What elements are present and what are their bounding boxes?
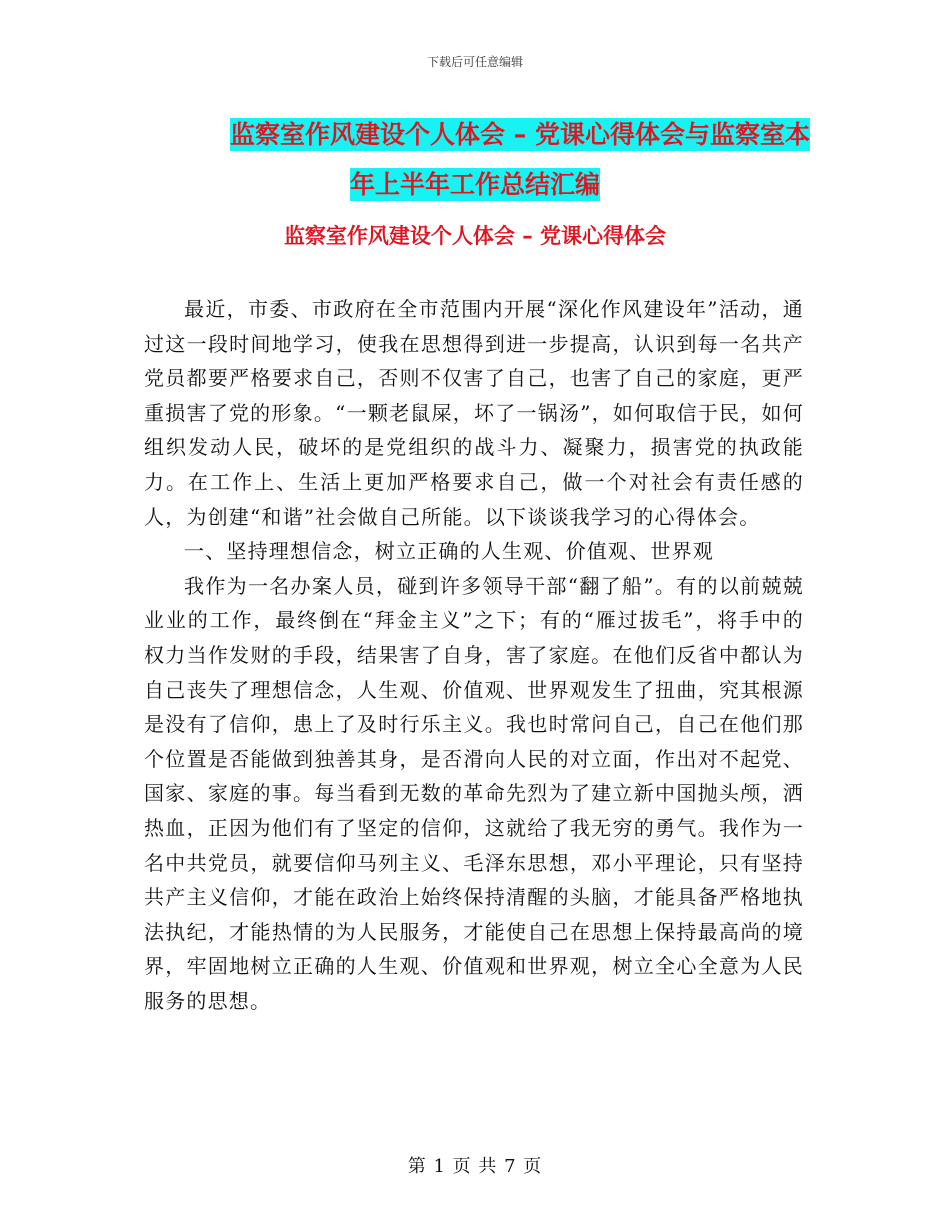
document-body — [144, 292, 804, 1018]
paragraph: 最近，市委、市政府在全市范围内开展“深化作风建设年”活动，通过这一段时间地学习，使我在思想得到进一步提高，认识到每一名共产党员都要严格要求自己，否则不仅害了自己，也害了自己的家庭，更严重损害了党的形象。“一颗老鼠屎，坏了一锅汤”，如何取信于民，如何组织发动人民，破坏的是党组织的战斗力、凝聚力，损害党的执政能力。在工作上、生活上更加严格要求自己，做一个对社会有责任感的人，为创建“和谐”社会做自己所能。以下谈谈我学习的心得体会。 — [144, 297, 804, 529]
paragraph: 我作为一名办案人员，碰到许多领导干部“翻了船”。有的以前兢兢业业的工作，最终倒在“拜金主义”之下；有的“雁过拔毛”，将手中的权力当作发财的手段，结果害了自身，害了家庭。在他们反省中都认为自己丧失了理想信念，人生观、价值观、世界观发生了扭曲，究其根源是没有了信仰，患上了及时行乐主义。我也时常问自己，自己在他们那个位置是否能做到独善其身，是否滑向人民的对立面，作出对不起党、国家、家庭的事。每当看到无数的革命先烈为了建立新中国抛头颅，洒热血，正因为他们有了坚定的信仰，这就给了我无穷的勇气。我作为一名中共党员，就要信仰马列主义、毛泽东思想，邓小平理论，只有坚持共产主义信仰，才能在政治上始终保持清醒的头脑，才能具备严格地执法执纪，才能热情的为人民服务，才能使自己在思想上保持最高尚的境界，牢固地树立正确的人生观、价值观和世界观，树立全心全意为人民服务的思想。 — [144, 573, 804, 1013]
page-number: 第 1 页 共 7 页 — [407, 1156, 543, 1177]
document-title — [0, 110, 950, 210]
title-line-1: 监察室作风建设个人体会 – 党课心得体会与监察室本 — [230, 120, 810, 149]
title-line-2: 年上半年工作总结汇编 — [349, 170, 600, 199]
header-note: 下载后可任意编辑 — [426, 55, 523, 69]
paragraph-heading: 一、坚持理想信念，树立正确的人生观、价值观、世界观 — [184, 539, 714, 564]
section-title: 监察室作风建设个人体会 – 党课心得体会 — [283, 224, 667, 248]
